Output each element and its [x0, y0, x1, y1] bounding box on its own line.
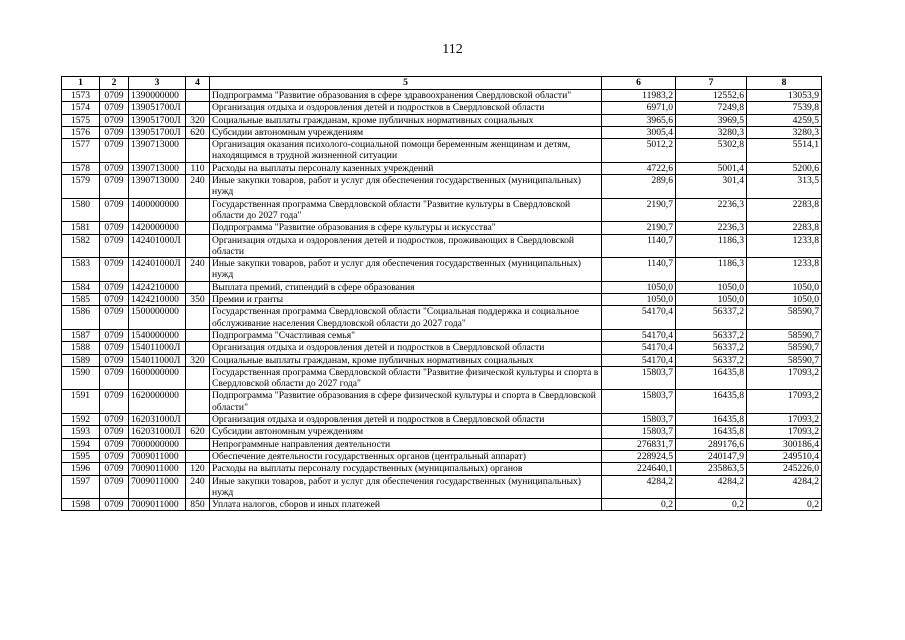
- table-row: [62, 342, 822, 354]
- amount-col7-cell: 16435,8: [676, 390, 747, 414]
- expense-type-cell: 620: [186, 426, 210, 438]
- amount-col6-cell: 3965,6: [602, 114, 676, 126]
- section-code-cell: 0709: [100, 294, 129, 306]
- row-number-cell: 1596: [62, 463, 100, 475]
- row-number-cell: 1584: [62, 281, 100, 293]
- table-row: [62, 426, 822, 438]
- table-row: [62, 294, 822, 306]
- amount-col6-cell: 1140,7: [602, 234, 676, 258]
- row-number-cell: 1575: [62, 114, 100, 126]
- column-header: 3: [129, 77, 186, 90]
- table-header-row: [62, 77, 822, 90]
- section-code-cell: 0709: [100, 329, 129, 341]
- description-cell: Организация отдыха и оздоровления детей и подростков в Свердловской области: [210, 414, 602, 426]
- table-row: [62, 162, 822, 174]
- description-cell: Подпрограмма "Развитие образования в сфере здравоохранения Свердловской области": [210, 90, 602, 102]
- amount-col7-cell: 1186,3: [676, 258, 747, 282]
- amount-col8-cell: 58590,7: [747, 342, 822, 354]
- description-cell: Обеспечение деятельности государственных органов (центральный аппарат): [210, 450, 602, 462]
- description-cell: Подпрограмма "Развитие образования в сфере физической культуры и спорта в Свердловской области": [210, 390, 602, 414]
- row-number-cell: 1586: [62, 306, 100, 330]
- table-row: [62, 414, 822, 426]
- expense-type-cell: 110: [186, 162, 210, 174]
- amount-col7-cell: 3969,5: [676, 114, 747, 126]
- section-code-cell: 0709: [100, 426, 129, 438]
- amount-col8-cell: 1050,0: [747, 281, 822, 293]
- amount-col8-cell: 313,5: [747, 175, 822, 199]
- amount-col8-cell: 300186,4: [747, 438, 822, 450]
- target-code-cell: 1424210000: [129, 281, 186, 293]
- table-row: [62, 354, 822, 366]
- amount-col7-cell: 2236,3: [676, 222, 747, 234]
- amount-col6-cell: 6971,0: [602, 102, 676, 114]
- table-row: [62, 198, 822, 222]
- amount-col7-cell: 2236,3: [676, 198, 747, 222]
- amount-col8-cell: 58590,7: [747, 306, 822, 330]
- row-number-cell: 1574: [62, 102, 100, 114]
- amount-col6-cell: 228924,5: [602, 450, 676, 462]
- amount-col7-cell: 1050,0: [676, 281, 747, 293]
- budget-table: [61, 76, 822, 511]
- amount-col6-cell: 15803,7: [602, 414, 676, 426]
- description-cell: Субсидии автономным учреждениям: [210, 426, 602, 438]
- expense-type-cell: 850: [186, 499, 210, 511]
- table-row: [62, 90, 822, 102]
- section-code-cell: 0709: [100, 450, 129, 462]
- amount-col6-cell: 15803,7: [602, 390, 676, 414]
- table-row: [62, 258, 822, 282]
- description-cell: Подпрограмма "Счастливая семья": [210, 329, 602, 341]
- amount-col8-cell: 4284,2: [747, 475, 822, 499]
- amount-col7-cell: 16435,8: [676, 426, 747, 438]
- expense-type-cell: [186, 366, 210, 390]
- row-number-cell: 1582: [62, 234, 100, 258]
- expense-type-cell: [186, 329, 210, 341]
- amount-col7-cell: 56337,2: [676, 342, 747, 354]
- row-number-cell: 1587: [62, 329, 100, 341]
- amount-col7-cell: 5001,4: [676, 162, 747, 174]
- section-code-cell: 0709: [100, 475, 129, 499]
- amount-col7-cell: 1050,0: [676, 294, 747, 306]
- amount-col8-cell: 4259,5: [747, 114, 822, 126]
- table-row: [62, 306, 822, 330]
- description-cell: Государственная программа Свердловской области "Развитие физической культуры и спорта в Свердловской области до 2027 года": [210, 366, 602, 390]
- table-row: [62, 463, 822, 475]
- amount-col6-cell: 3005,4: [602, 126, 676, 138]
- amount-col8-cell: 249510,4: [747, 450, 822, 462]
- amount-col8-cell: 0,2: [747, 499, 822, 511]
- amount-col6-cell: 4284,2: [602, 475, 676, 499]
- description-cell: Премии и гранты: [210, 294, 602, 306]
- expense-type-cell: [186, 281, 210, 293]
- expense-type-cell: [186, 342, 210, 354]
- amount-col8-cell: 2283,8: [747, 198, 822, 222]
- description-cell: Социальные выплаты гражданам, кроме публичных нормативных социальных: [210, 114, 602, 126]
- target-code-cell: 1390713000: [129, 175, 186, 199]
- section-code-cell: 0709: [100, 281, 129, 293]
- description-cell: Иные закупки товаров, работ и услуг для обеспечения государственных (муниципальных) нужд: [210, 475, 602, 499]
- row-number-cell: 1588: [62, 342, 100, 354]
- section-code-cell: 0709: [100, 114, 129, 126]
- row-number-cell: 1591: [62, 390, 100, 414]
- target-code-cell: 162031000Л: [129, 414, 186, 426]
- section-code-cell: 0709: [100, 234, 129, 258]
- amount-col7-cell: 16435,8: [676, 366, 747, 390]
- amount-col8-cell: 1233,8: [747, 258, 822, 282]
- row-number-cell: 1598: [62, 499, 100, 511]
- section-code-cell: 0709: [100, 102, 129, 114]
- amount-col8-cell: 2283,8: [747, 222, 822, 234]
- column-header: 6: [602, 77, 676, 90]
- expense-type-cell: [186, 139, 210, 163]
- amount-col8-cell: 7539,8: [747, 102, 822, 114]
- row-number-cell: 1576: [62, 126, 100, 138]
- description-cell: Расходы на выплаты персоналу казенных учреждений: [210, 162, 602, 174]
- amount-col7-cell: 5302,8: [676, 139, 747, 163]
- target-code-cell: 1540000000: [129, 329, 186, 341]
- amount-col8-cell: 245226,0: [747, 463, 822, 475]
- amount-col8-cell: 5514,1: [747, 139, 822, 163]
- amount-col6-cell: 289,6: [602, 175, 676, 199]
- amount-col7-cell: 7249,8: [676, 102, 747, 114]
- column-header: 4: [186, 77, 210, 90]
- amount-col6-cell: 2190,7: [602, 198, 676, 222]
- amount-col8-cell: 1050,0: [747, 294, 822, 306]
- amount-col6-cell: 15803,7: [602, 426, 676, 438]
- amount-col8-cell: 3280,3: [747, 126, 822, 138]
- target-code-cell: 7009011000: [129, 463, 186, 475]
- amount-col6-cell: 1140,7: [602, 258, 676, 282]
- amount-col6-cell: 5012,2: [602, 139, 676, 163]
- description-cell: Выплата премий, стипендий в сфере образования: [210, 281, 602, 293]
- expense-type-cell: [186, 306, 210, 330]
- description-cell: Расходы на выплаты персоналу государственных (муниципальных) органов: [210, 463, 602, 475]
- section-code-cell: 0709: [100, 354, 129, 366]
- amount-col7-cell: 4284,2: [676, 475, 747, 499]
- table-row: [62, 438, 822, 450]
- table-row: [62, 126, 822, 138]
- description-cell: Государственная программа Свердловской области "Социальная поддержка и социальное обслуживание населения Свердловской области до 2027 года": [210, 306, 602, 330]
- row-number-cell: 1589: [62, 354, 100, 366]
- section-code-cell: 0709: [100, 175, 129, 199]
- amount-col7-cell: 56337,2: [676, 354, 747, 366]
- table-row: [62, 450, 822, 462]
- amount-col7-cell: 12552,6: [676, 90, 747, 102]
- section-code-cell: 0709: [100, 414, 129, 426]
- expense-type-cell: 240: [186, 258, 210, 282]
- amount-col6-cell: 1050,0: [602, 294, 676, 306]
- table-row: [62, 329, 822, 341]
- table-row: [62, 499, 822, 511]
- amount-col7-cell: 3280,3: [676, 126, 747, 138]
- target-code-cell: 139051700Л: [129, 102, 186, 114]
- table-row: [62, 139, 822, 163]
- amount-col7-cell: 56337,2: [676, 306, 747, 330]
- expense-type-cell: [186, 90, 210, 102]
- amount-col7-cell: 301,4: [676, 175, 747, 199]
- target-code-cell: 154011000Л: [129, 354, 186, 366]
- expense-type-cell: [186, 414, 210, 426]
- amount-col7-cell: 16435,8: [676, 414, 747, 426]
- amount-col6-cell: 54170,4: [602, 329, 676, 341]
- section-code-cell: 0709: [100, 499, 129, 511]
- row-number-cell: 1577: [62, 139, 100, 163]
- amount-col6-cell: 4722,6: [602, 162, 676, 174]
- table-row: [62, 114, 822, 126]
- expense-type-cell: 240: [186, 175, 210, 199]
- section-code-cell: 0709: [100, 390, 129, 414]
- amount-col7-cell: 56337,2: [676, 329, 747, 341]
- expense-type-cell: [186, 222, 210, 234]
- amount-col8-cell: 1233,8: [747, 234, 822, 258]
- row-number-cell: 1592: [62, 414, 100, 426]
- row-number-cell: 1580: [62, 198, 100, 222]
- description-cell: Организация отдыха и оздоровления детей и подростков в Свердловской области: [210, 102, 602, 114]
- expense-type-cell: [186, 438, 210, 450]
- expense-type-cell: [186, 102, 210, 114]
- section-code-cell: 0709: [100, 438, 129, 450]
- row-number-cell: 1595: [62, 450, 100, 462]
- target-code-cell: 7009011000: [129, 450, 186, 462]
- section-code-cell: 0709: [100, 90, 129, 102]
- target-code-cell: 7009011000: [129, 499, 186, 511]
- section-code-cell: 0709: [100, 222, 129, 234]
- table-row: [62, 234, 822, 258]
- target-code-cell: 1420000000: [129, 222, 186, 234]
- target-code-cell: 142401000Л: [129, 258, 186, 282]
- target-code-cell: 162031000Л: [129, 426, 186, 438]
- column-header: 7: [676, 77, 747, 90]
- expense-type-cell: 320: [186, 114, 210, 126]
- target-code-cell: 1424210000: [129, 294, 186, 306]
- row-number-cell: 1597: [62, 475, 100, 499]
- amount-col8-cell: 17093,2: [747, 414, 822, 426]
- description-cell: Непрограммные направления деятельности: [210, 438, 602, 450]
- target-code-cell: 1390000000: [129, 90, 186, 102]
- target-code-cell: 139051700Л: [129, 126, 186, 138]
- section-code-cell: 0709: [100, 139, 129, 163]
- row-number-cell: 1579: [62, 175, 100, 199]
- amount-col8-cell: 5200,6: [747, 162, 822, 174]
- amount-col6-cell: 0,2: [602, 499, 676, 511]
- column-header: 5: [210, 77, 602, 90]
- amount-col6-cell: 11983,2: [602, 90, 676, 102]
- amount-col7-cell: 240147,9: [676, 450, 747, 462]
- expense-type-cell: 240: [186, 475, 210, 499]
- row-number-cell: 1578: [62, 162, 100, 174]
- amount-col7-cell: 1186,3: [676, 234, 747, 258]
- section-code-cell: 0709: [100, 306, 129, 330]
- column-header: 8: [747, 77, 822, 90]
- amount-col6-cell: 54170,4: [602, 342, 676, 354]
- target-code-cell: 1400000000: [129, 198, 186, 222]
- section-code-cell: 0709: [100, 126, 129, 138]
- target-code-cell: 154011000Л: [129, 342, 186, 354]
- amount-col6-cell: 1050,0: [602, 281, 676, 293]
- amount-col8-cell: 17093,2: [747, 426, 822, 438]
- column-header: 1: [62, 77, 100, 90]
- description-cell: Организация отдыха и оздоровления детей и подростков, проживающих в Свердловской области: [210, 234, 602, 258]
- description-cell: Социальные выплаты гражданам, кроме публичных нормативных социальных: [210, 354, 602, 366]
- section-code-cell: 0709: [100, 162, 129, 174]
- row-number-cell: 1583: [62, 258, 100, 282]
- description-cell: Уплата налогов, сборов и иных платежей: [210, 499, 602, 511]
- description-cell: Иные закупки товаров, работ и услуг для обеспечения государственных (муниципальных) нужд: [210, 258, 602, 282]
- amount-col6-cell: 2190,7: [602, 222, 676, 234]
- description-cell: Субсидии автономным учреждениям: [210, 126, 602, 138]
- target-code-cell: 1620000000: [129, 390, 186, 414]
- target-code-cell: 1600000000: [129, 366, 186, 390]
- expense-type-cell: 320: [186, 354, 210, 366]
- row-number-cell: 1573: [62, 90, 100, 102]
- expense-type-cell: [186, 234, 210, 258]
- expense-type-cell: 350: [186, 294, 210, 306]
- description-cell: Организация оказания психолого-социальной помощи беременным женщинам и детям, находящимся в трудной жизненной ситуации: [210, 139, 602, 163]
- column-header: 2: [100, 77, 129, 90]
- amount-col8-cell: 58590,7: [747, 354, 822, 366]
- amount-col7-cell: 0,2: [676, 499, 747, 511]
- table-row: [62, 175, 822, 199]
- target-code-cell: 7009011000: [129, 475, 186, 499]
- row-number-cell: 1593: [62, 426, 100, 438]
- amount-col8-cell: 13053,9: [747, 90, 822, 102]
- row-number-cell: 1594: [62, 438, 100, 450]
- expense-type-cell: 620: [186, 126, 210, 138]
- target-code-cell: 7000000000: [129, 438, 186, 450]
- amount-col8-cell: 17093,2: [747, 366, 822, 390]
- description-cell: Иные закупки товаров, работ и услуг для обеспечения государственных (муниципальных) нужд: [210, 175, 602, 199]
- section-code-cell: 0709: [100, 342, 129, 354]
- row-number-cell: 1581: [62, 222, 100, 234]
- target-code-cell: 1390713000: [129, 162, 186, 174]
- page-number: 112: [442, 42, 463, 57]
- amount-col8-cell: 58590,7: [747, 329, 822, 341]
- table-body: [62, 90, 822, 511]
- expense-type-cell: 120: [186, 463, 210, 475]
- amount-col8-cell: 17093,2: [747, 390, 822, 414]
- amount-col6-cell: 224640,1: [602, 463, 676, 475]
- target-code-cell: 139051700Л: [129, 114, 186, 126]
- row-number-cell: 1585: [62, 294, 100, 306]
- expense-type-cell: [186, 450, 210, 462]
- description-cell: Государственная программа Свердловской области "Развитие культуры в Свердловской области до 2027 года": [210, 198, 602, 222]
- amount-col6-cell: 276831,7: [602, 438, 676, 450]
- table-row: [62, 475, 822, 499]
- table-row: [62, 281, 822, 293]
- amount-col7-cell: 289176,6: [676, 438, 747, 450]
- target-code-cell: 142401000Л: [129, 234, 186, 258]
- description-cell: Подпрограмма "Развитие образования в сфере культуры и искусства": [210, 222, 602, 234]
- table-row: [62, 222, 822, 234]
- expense-type-cell: [186, 198, 210, 222]
- table-row: [62, 390, 822, 414]
- target-code-cell: 1500000000: [129, 306, 186, 330]
- section-code-cell: 0709: [100, 366, 129, 390]
- section-code-cell: 0709: [100, 463, 129, 475]
- description-cell: Организация отдыха и оздоровления детей и подростков в Свердловской области: [210, 342, 602, 354]
- amount-col6-cell: 54170,4: [602, 354, 676, 366]
- section-code-cell: 0709: [100, 198, 129, 222]
- amount-col6-cell: 54170,4: [602, 306, 676, 330]
- amount-col6-cell: 15803,7: [602, 366, 676, 390]
- expense-type-cell: [186, 390, 210, 414]
- amount-col7-cell: 235863,5: [676, 463, 747, 475]
- section-code-cell: 0709: [100, 258, 129, 282]
- table-row: [62, 102, 822, 114]
- table-row: [62, 366, 822, 390]
- row-number-cell: 1590: [62, 366, 100, 390]
- target-code-cell: 1390713000: [129, 139, 186, 163]
